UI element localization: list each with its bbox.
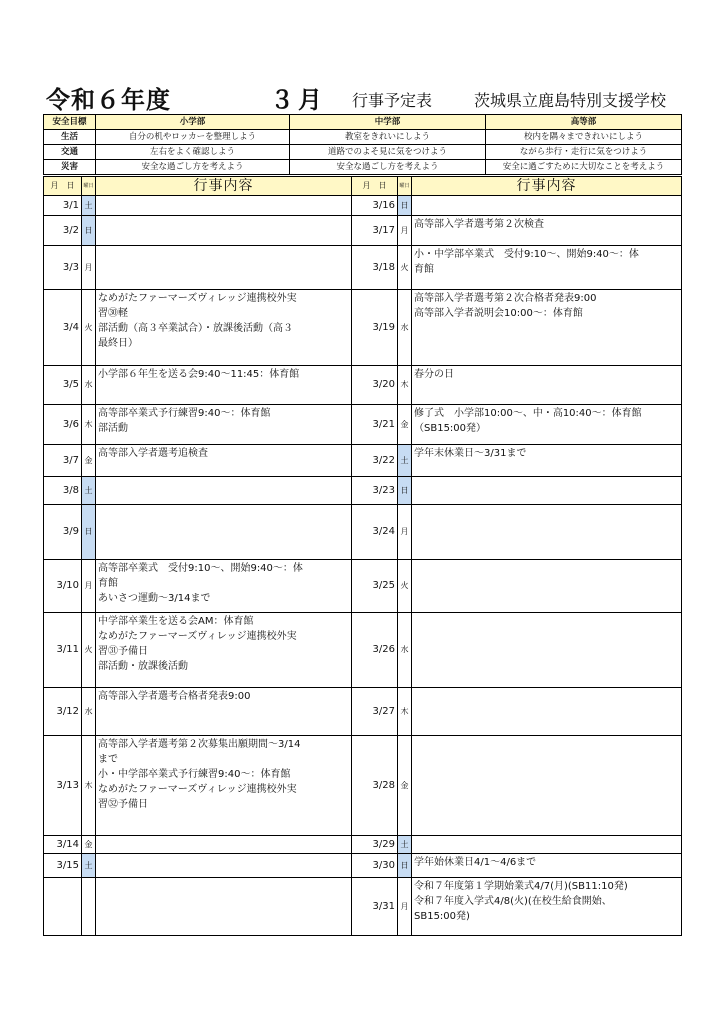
event-cell: 学年末休業日～3/31まで: [412, 445, 682, 477]
date-cell: 3/30: [352, 854, 398, 878]
table-row: [44, 290, 682, 366]
weekday-cell: 水: [82, 366, 96, 405]
date-cell: 3/10: [44, 560, 82, 613]
goal-row-disaster: [44, 160, 682, 175]
weekday-cell: 金: [82, 836, 96, 854]
weekday-cell: 月: [398, 878, 412, 936]
table-row: [44, 246, 682, 290]
weekday-cell: 土: [82, 854, 96, 878]
date-cell: 3/4: [44, 290, 82, 366]
event-schedule-table: [43, 176, 682, 936]
event-cell: [96, 836, 352, 854]
date-cell: 3/3: [44, 246, 82, 290]
goal-row-label: 交通: [44, 145, 96, 160]
weekday-cell: 火: [82, 290, 96, 366]
goal-cell: 自分の机やロッカーを整理しよう: [96, 130, 290, 145]
date-cell: 3/7: [44, 445, 82, 477]
date-cell: 3/17: [352, 216, 398, 246]
weekday-cell: 木: [398, 366, 412, 405]
weekday-cell: 水: [82, 688, 96, 736]
event-cell: 高等部入学者選考追検査: [96, 445, 352, 477]
goal-row-label: 災害: [44, 160, 96, 175]
date-cell: 3/24: [352, 505, 398, 560]
weekday-cell: 日: [398, 854, 412, 878]
event-cell: [96, 477, 352, 505]
event-cell: 令和７年度第１学期始業式4/7(月)(SB11:10発) 令和７年度入学式4/8(火)(在校生給食開始、 SB15:00発): [412, 878, 682, 936]
event-cell: [96, 216, 352, 246]
date-cell: 3/11: [44, 613, 82, 688]
weekday-cell: 月: [82, 246, 96, 290]
goal-row-life: [44, 130, 682, 145]
table-row: [44, 366, 682, 405]
goal-cell: 道路でのよそ見に気をつけよう: [290, 145, 486, 160]
date-cell: 3/9: [44, 505, 82, 560]
date-cell: 3/15: [44, 854, 82, 878]
date-cell: 3/12: [44, 688, 82, 736]
event-cell: [96, 246, 352, 290]
goal-cell: 校内を隅々まできれいにしよう: [486, 130, 682, 145]
event-cell: 小・中学部卒業式 受付9:10～、開始9:40～：体 育館: [412, 246, 682, 290]
table-row: [44, 560, 682, 613]
date-cell: 3/5: [44, 366, 82, 405]
weekday-cell: 日: [82, 505, 96, 560]
event-cell: なめがたファーマーズヴィレッジ連携校外実 習㉚軽 部活動（高３卒業試合）・放課後活動（高３ 最終日）: [96, 290, 352, 366]
table-row: [44, 854, 682, 878]
table-row: [44, 688, 682, 736]
header-month-day: 月 日: [44, 177, 82, 196]
header-weekday: 曜日: [398, 177, 412, 196]
date-cell: 3/25: [352, 560, 398, 613]
weekday-cell: 金: [398, 736, 412, 836]
column-elementary: 小学部: [96, 115, 290, 130]
month-title: ３月: [270, 86, 326, 114]
table-row: [44, 878, 682, 936]
date-cell: 3/6: [44, 405, 82, 445]
event-cell: [412, 836, 682, 854]
event-cell: 高等部卒業式予行練習9:40～：体育館 部活動: [96, 405, 352, 445]
weekday-cell: 土: [82, 196, 96, 216]
table-row: [44, 196, 682, 216]
event-cell: [96, 196, 352, 216]
event-cell: 高等部入学者選考合格者発表9:00: [96, 688, 352, 736]
date-cell: 3/16: [352, 196, 398, 216]
event-cell: [412, 736, 682, 836]
goal-cell: 教室をきれいにしよう: [290, 130, 486, 145]
weekday-cell: 火: [398, 246, 412, 290]
date-cell: 3/22: [352, 445, 398, 477]
fiscal-year: 令和６年度: [46, 86, 171, 114]
event-cell: [96, 505, 352, 560]
date-cell: [44, 878, 82, 936]
goal-cell: 安全な過ごし方を考えよう: [290, 160, 486, 175]
weekday-cell: 木: [82, 405, 96, 445]
weekday-cell: 木: [398, 688, 412, 736]
date-cell: 3/23: [352, 477, 398, 505]
weekday-cell: 土: [82, 477, 96, 505]
safety-goals-label: 安全目標: [44, 115, 96, 130]
date-cell: 3/29: [352, 836, 398, 854]
date-cell: 3/1: [44, 196, 82, 216]
goal-cell: ながら歩行・走行に気をつけよう: [486, 145, 682, 160]
date-cell: 3/21: [352, 405, 398, 445]
event-cell: 学年始休業日4/1～4/6まで: [412, 854, 682, 878]
header-event: 行事内容: [96, 177, 352, 196]
schedule-title: 行事予定表: [352, 91, 433, 110]
goal-row-traffic: [44, 145, 682, 160]
event-cell: 春分の日: [412, 366, 682, 405]
weekday-cell: 水: [398, 290, 412, 366]
header-month-day: 月 日: [352, 177, 398, 196]
school-name: 茨城県立鹿島特別支援学校: [474, 91, 667, 110]
event-cell: 修了式 小学部10:00～、中・高10:40～：体育館 （SB15:00発）: [412, 405, 682, 445]
weekday-cell: 火: [82, 613, 96, 688]
event-cell: [96, 854, 352, 878]
event-cell: 中学部卒業生を送る会AM：体育館 なめがたファーマーズヴィレッジ連携校外実 習㉛予備日 部活動・放課後活動: [96, 613, 352, 688]
table-row: [44, 405, 682, 445]
safety-goals-header: [44, 115, 682, 130]
table-row: [44, 445, 682, 477]
weekday-cell: 水: [398, 613, 412, 688]
event-cell: 高等部入学者選考第２次合格者発表9:00 高等部入学者説明会10:00～：体育館: [412, 290, 682, 366]
table-row: [44, 477, 682, 505]
date-cell: 3/20: [352, 366, 398, 405]
goal-cell: 安全に過ごすために大切なことを考えよう: [486, 160, 682, 175]
table-row: [44, 736, 682, 836]
goal-row-label: 生活: [44, 130, 96, 145]
event-cell: [412, 196, 682, 216]
column-high-school: 高等部: [486, 115, 682, 130]
column-junior-high: 中学部: [290, 115, 486, 130]
date-cell: 3/13: [44, 736, 82, 836]
date-cell: 3/26: [352, 613, 398, 688]
weekday-cell: 木: [82, 736, 96, 836]
header-weekday: 曜日: [82, 177, 96, 196]
date-cell: 3/31: [352, 878, 398, 936]
goal-cell: 安全な過ごし方を考えよう: [96, 160, 290, 175]
weekday-cell: 月: [398, 505, 412, 560]
weekday-cell: 金: [398, 405, 412, 445]
weekday-cell: 火: [398, 560, 412, 613]
weekday-cell: [82, 878, 96, 936]
table-row: [44, 216, 682, 246]
event-cell: [412, 688, 682, 736]
header-event: 行事内容: [412, 177, 682, 196]
event-cell: 高等部入学者選考第２次検査: [412, 216, 682, 246]
event-cell: [96, 878, 352, 936]
event-cell: 高等部卒業式 受付9:10～、開始9:40～：体 育館 あいさつ運動～3/14まで: [96, 560, 352, 613]
date-cell: 3/28: [352, 736, 398, 836]
date-cell: 3/18: [352, 246, 398, 290]
event-cell: [412, 613, 682, 688]
event-cell: 高等部入学者選考第２次募集出願期間～3/14 まで 小・中学部卒業式予行練習9:40～：体育館 なめがたファーマーズヴィレッジ連携校外実 習㉜予備日: [96, 736, 352, 836]
table-row: [44, 505, 682, 560]
weekday-cell: 月: [82, 560, 96, 613]
goal-cell: 左右をよく確認しよう: [96, 145, 290, 160]
weekday-cell: 土: [398, 445, 412, 477]
document-title: [44, 84, 684, 112]
date-cell: 3/2: [44, 216, 82, 246]
weekday-cell: 日: [398, 477, 412, 505]
date-cell: 3/14: [44, 836, 82, 854]
event-cell: [412, 477, 682, 505]
table-row: [44, 613, 682, 688]
weekday-cell: 土: [398, 836, 412, 854]
weekday-cell: 金: [82, 445, 96, 477]
date-cell: 3/27: [352, 688, 398, 736]
schedule-header: [44, 177, 682, 196]
weekday-cell: 日: [82, 216, 96, 246]
date-cell: 3/8: [44, 477, 82, 505]
weekday-cell: 月: [398, 216, 412, 246]
table-row: [44, 836, 682, 854]
weekday-cell: 日: [398, 196, 412, 216]
event-cell: [412, 560, 682, 613]
event-cell: 小学部６年生を送る会9:40～11:45：体育館: [96, 366, 352, 405]
event-cell: [412, 505, 682, 560]
safety-goals-table: [43, 114, 682, 175]
date-cell: 3/19: [352, 290, 398, 366]
